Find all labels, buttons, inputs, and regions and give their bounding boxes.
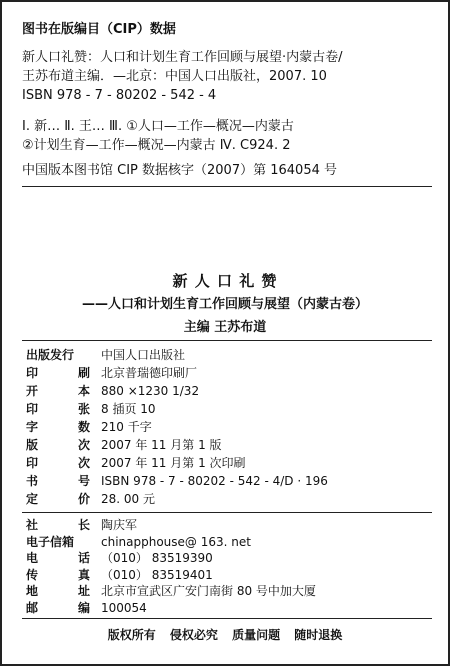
cip-classification-1: Ⅰ. 新… Ⅱ. 王… Ⅲ. ①人口—工作—概况—内蒙古 <box>22 119 294 134</box>
info-label: 定 价 <box>26 492 90 506</box>
cip-classification-2: ②计划生育—工作—概况—内蒙古 Ⅳ. C924. 2 <box>22 138 291 153</box>
info-label: 印 刷 <box>26 366 90 380</box>
book-subtitle: ——人口和计划生育工作回顾与展望（内蒙古卷） <box>81 297 368 312</box>
book-editor: 主编 王苏布道 <box>183 320 267 335</box>
info-label: 书 号 <box>26 474 90 488</box>
footer-notice: 版权所有 侵权必究 质量问题 随时退换 <box>107 628 343 642</box>
info-value: 880 ×1230 1/32 <box>101 384 200 398</box>
info-label: 电子信箱 <box>26 534 75 549</box>
info-value: 陶庆军 <box>101 518 138 532</box>
info-value: （010） 83519390 <box>101 551 213 565</box>
book-title: 新 人 口 礼 赞 <box>172 272 278 290</box>
info-label: 开 本 <box>26 384 90 398</box>
divider <box>22 186 432 187</box>
info-value: 210 千字 <box>101 420 152 434</box>
info-value: 2007 年 11 月第 1 版 <box>101 438 222 452</box>
info-value: chinapphouse@ 163. net <box>101 534 251 549</box>
info-value: 北京普瑞德印刷厂 <box>101 366 198 380</box>
info-label: 版 次 <box>26 438 90 452</box>
info-value: 中国人口出版社 <box>101 348 186 362</box>
info-value: 28. 00 元 <box>101 492 155 506</box>
cip-line-2: 王苏布道主编．—北京：中国人口出版社，2007. 10 <box>22 69 327 84</box>
divider <box>22 340 432 341</box>
cip-line-1: 新人口礼赞：人口和计划生育工作回顾与展望·内蒙古卷/ <box>22 50 343 65</box>
cip-record-number: 中国版本图书馆 CIP 数据核字（2007）第 164054 号 <box>22 163 337 178</box>
info-value: 北京市宣武区广安门南街 80 号中加大厦 <box>101 584 316 598</box>
cip-isbn: ISBN 978 - 7 - 80202 - 542 - 4 <box>22 88 217 103</box>
divider <box>22 512 432 513</box>
info-label: 地 址 <box>26 584 90 598</box>
divider <box>22 618 432 619</box>
cip-heading: 图书在版编目（CIP）数据 <box>22 22 176 37</box>
info-label: 社 长 <box>26 518 90 532</box>
info-value: ISBN 978 - 7 - 80202 - 542 - 4/D · 196 <box>101 474 328 488</box>
info-label: 传 真 <box>26 567 90 582</box>
info-label: 邮 编 <box>26 600 90 615</box>
info-label: 印 次 <box>26 456 90 470</box>
info-label: 出版发行 <box>26 348 75 362</box>
info-value: 8 插页 10 <box>101 402 156 416</box>
info-label: 电 话 <box>26 551 90 565</box>
info-value: （010） 83519401 <box>101 567 213 582</box>
info-label: 字 数 <box>26 420 90 434</box>
info-label: 印 张 <box>26 402 90 416</box>
info-value: 2007 年 11 月第 1 次印刷 <box>101 456 246 470</box>
info-value: 100054 <box>101 600 147 615</box>
